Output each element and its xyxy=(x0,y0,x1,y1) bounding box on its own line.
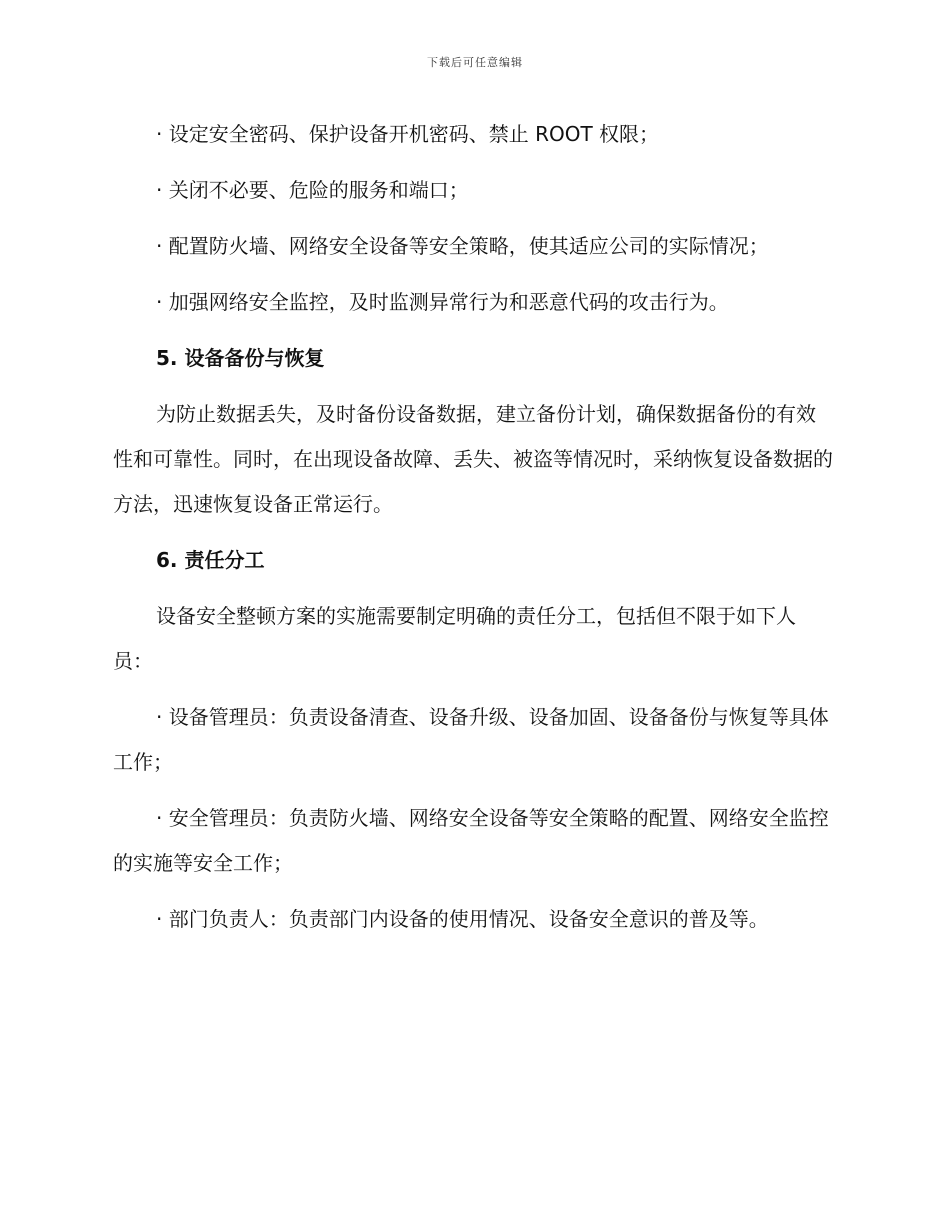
section-paragraph: 设备安全整顿方案的实施需要制定明确的责任分工，包括但不限于如下人员： xyxy=(113,604,796,673)
bullet-item: · 加强网络安全监控，及时监测异常行为和恶意代码的攻击行为。 xyxy=(156,290,729,314)
bullet-item: · 关闭不必要、危险的服务和端口； xyxy=(156,178,469,202)
section-paragraph: 为防止数据丢失，及时备份设备数据，建立备份计划，确保数据备份的有效性和可靠性。同时，在出现设备故障、丢失、被盗等情况时，采纳恢复设备数据的方法，迅速恢复设备正常运行。 xyxy=(113,402,833,516)
page-header: 下载后可任意编辑 xyxy=(427,56,523,69)
section-heading: 5. 设备备份与恢复 xyxy=(156,346,325,370)
responsibility-item: · 安全管理员：负责防火墙、网络安全设备等安全策略的配置、网络安全监控的实施等安全工作； xyxy=(113,806,829,875)
document-body xyxy=(113,112,835,953)
section-heading: 6. 责任分工 xyxy=(156,548,265,572)
responsibility-item: · 部门负责人：负责部门内设备的使用情况、设备安全意识的普及等。 xyxy=(156,907,769,931)
bullet-item: · 配置防火墙、网络安全设备等安全策略，使其适应公司的实际情况； xyxy=(156,234,769,258)
responsibility-item: · 设备管理员：负责设备清查、设备升级、设备加固、设备备份与恢复等具体工作； xyxy=(113,705,829,774)
bullet-item: · 设定安全密码、保护设备开机密码、禁止 ROOT 权限； xyxy=(156,122,660,146)
